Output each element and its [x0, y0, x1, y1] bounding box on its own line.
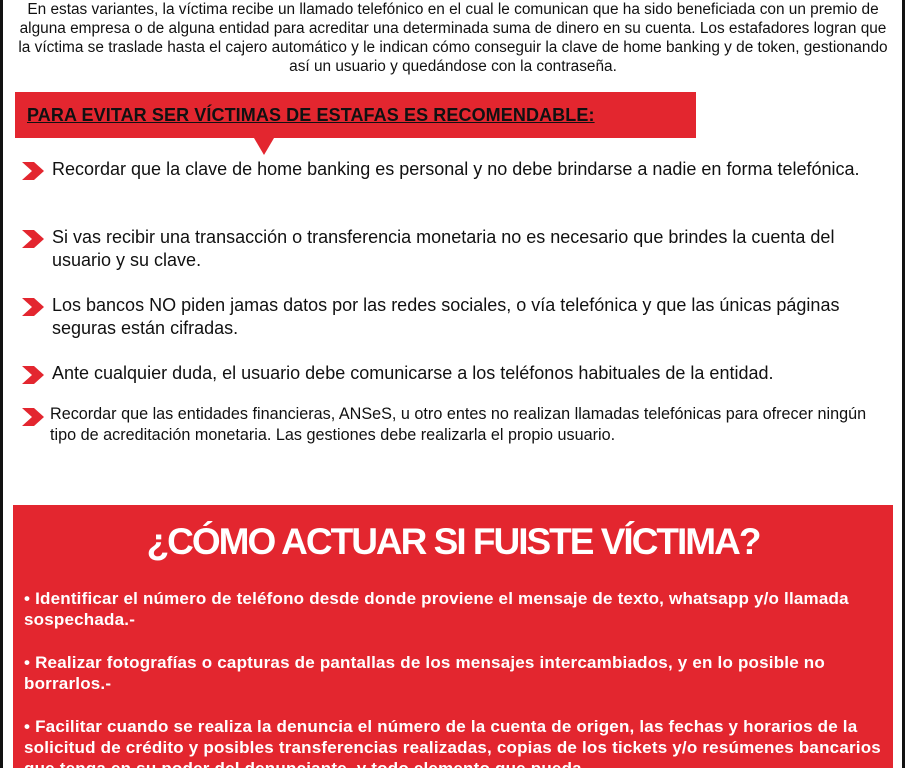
- tip-text: Recordar que la clave de home banking es personal y no debe brindarse a nadie en forma telefónica.: [52, 159, 860, 179]
- what-to-do-panel: [13, 505, 893, 778]
- list-item: • Identificar el número de teléfono desde donde proviene el mensaje de texto, whatsapp y/o llamada sospechada.-: [24, 589, 849, 629]
- recommendations-banner: [15, 92, 696, 138]
- list-item: [22, 226, 892, 272]
- page-border-left: [0, 0, 3, 768]
- list-item: • Facilitar cuando se realiza la denuncia el número de la cuenta de origen, las fechas y horarios de la solicitud de crédito y posibles transferencias realizadas, copias de los tickets y/o resúmenes bancarios que tenga en su poder del denunciante, y todo elemento que pueda: [24, 717, 881, 778]
- list-item: • Realizar fotografías o capturas de pantallas de los mensajes intercambiados, y en lo posible no borrarlos.-: [24, 653, 825, 693]
- tip-text: Si vas recibir una transacción o transferencia monetaria no es necesario que brindes la cuenta del usuario y su clave.: [52, 227, 835, 270]
- tip-text: Recordar que las entidades financieras, ANSeS, u otro entes no realizan llamadas telefónicas para ofrecer ningún tipo de acreditación monetaria. Las gestiones debe realizarla el propio usuario.: [50, 405, 867, 444]
- banner-pointer: [254, 138, 274, 155]
- intro-paragraph: En estas variantes, la víctima recibe un llamado telefónico en el cual le comunican que ha sido beneficiada con un premio de alguna empresa o de alguna entidad para acreditar una determinada suma de dinero en su cuenta. Los estafadores logran que la víctima se traslade hasta el cajero automático y le indican cómo conseguir la clave de home banking y de token, gestionando así un usuario y quedándose con la contraseña.: [18, 1, 888, 75]
- chevron-right-icon: [22, 162, 44, 180]
- recommendations-heading: PARA EVITAR SER VÍCTIMAS DE ESTAFAS ES RECOMENDABLE:: [27, 105, 595, 125]
- tip-text: Los bancos NO piden jamas datos por las redes sociales, o vía telefónica y que las únicas páginas seguras están cifradas.: [52, 295, 840, 338]
- panel-title: ¿CÓMO ACTUAR SI FUISTE VÍCTIMA?: [146, 521, 760, 562]
- tip-text: Ante cualquier duda, el usuario debe comunicarse a los teléfonos habituales de la entidad.: [52, 363, 774, 383]
- chevron-right-icon: [22, 230, 44, 248]
- chevron-right-icon: [22, 366, 44, 384]
- chevron-right-icon: [22, 298, 44, 316]
- list-item: [22, 294, 892, 340]
- list-item: [22, 158, 892, 181]
- list-item: [22, 362, 892, 385]
- chevron-right-icon: [22, 408, 44, 426]
- list-item: [22, 404, 892, 446]
